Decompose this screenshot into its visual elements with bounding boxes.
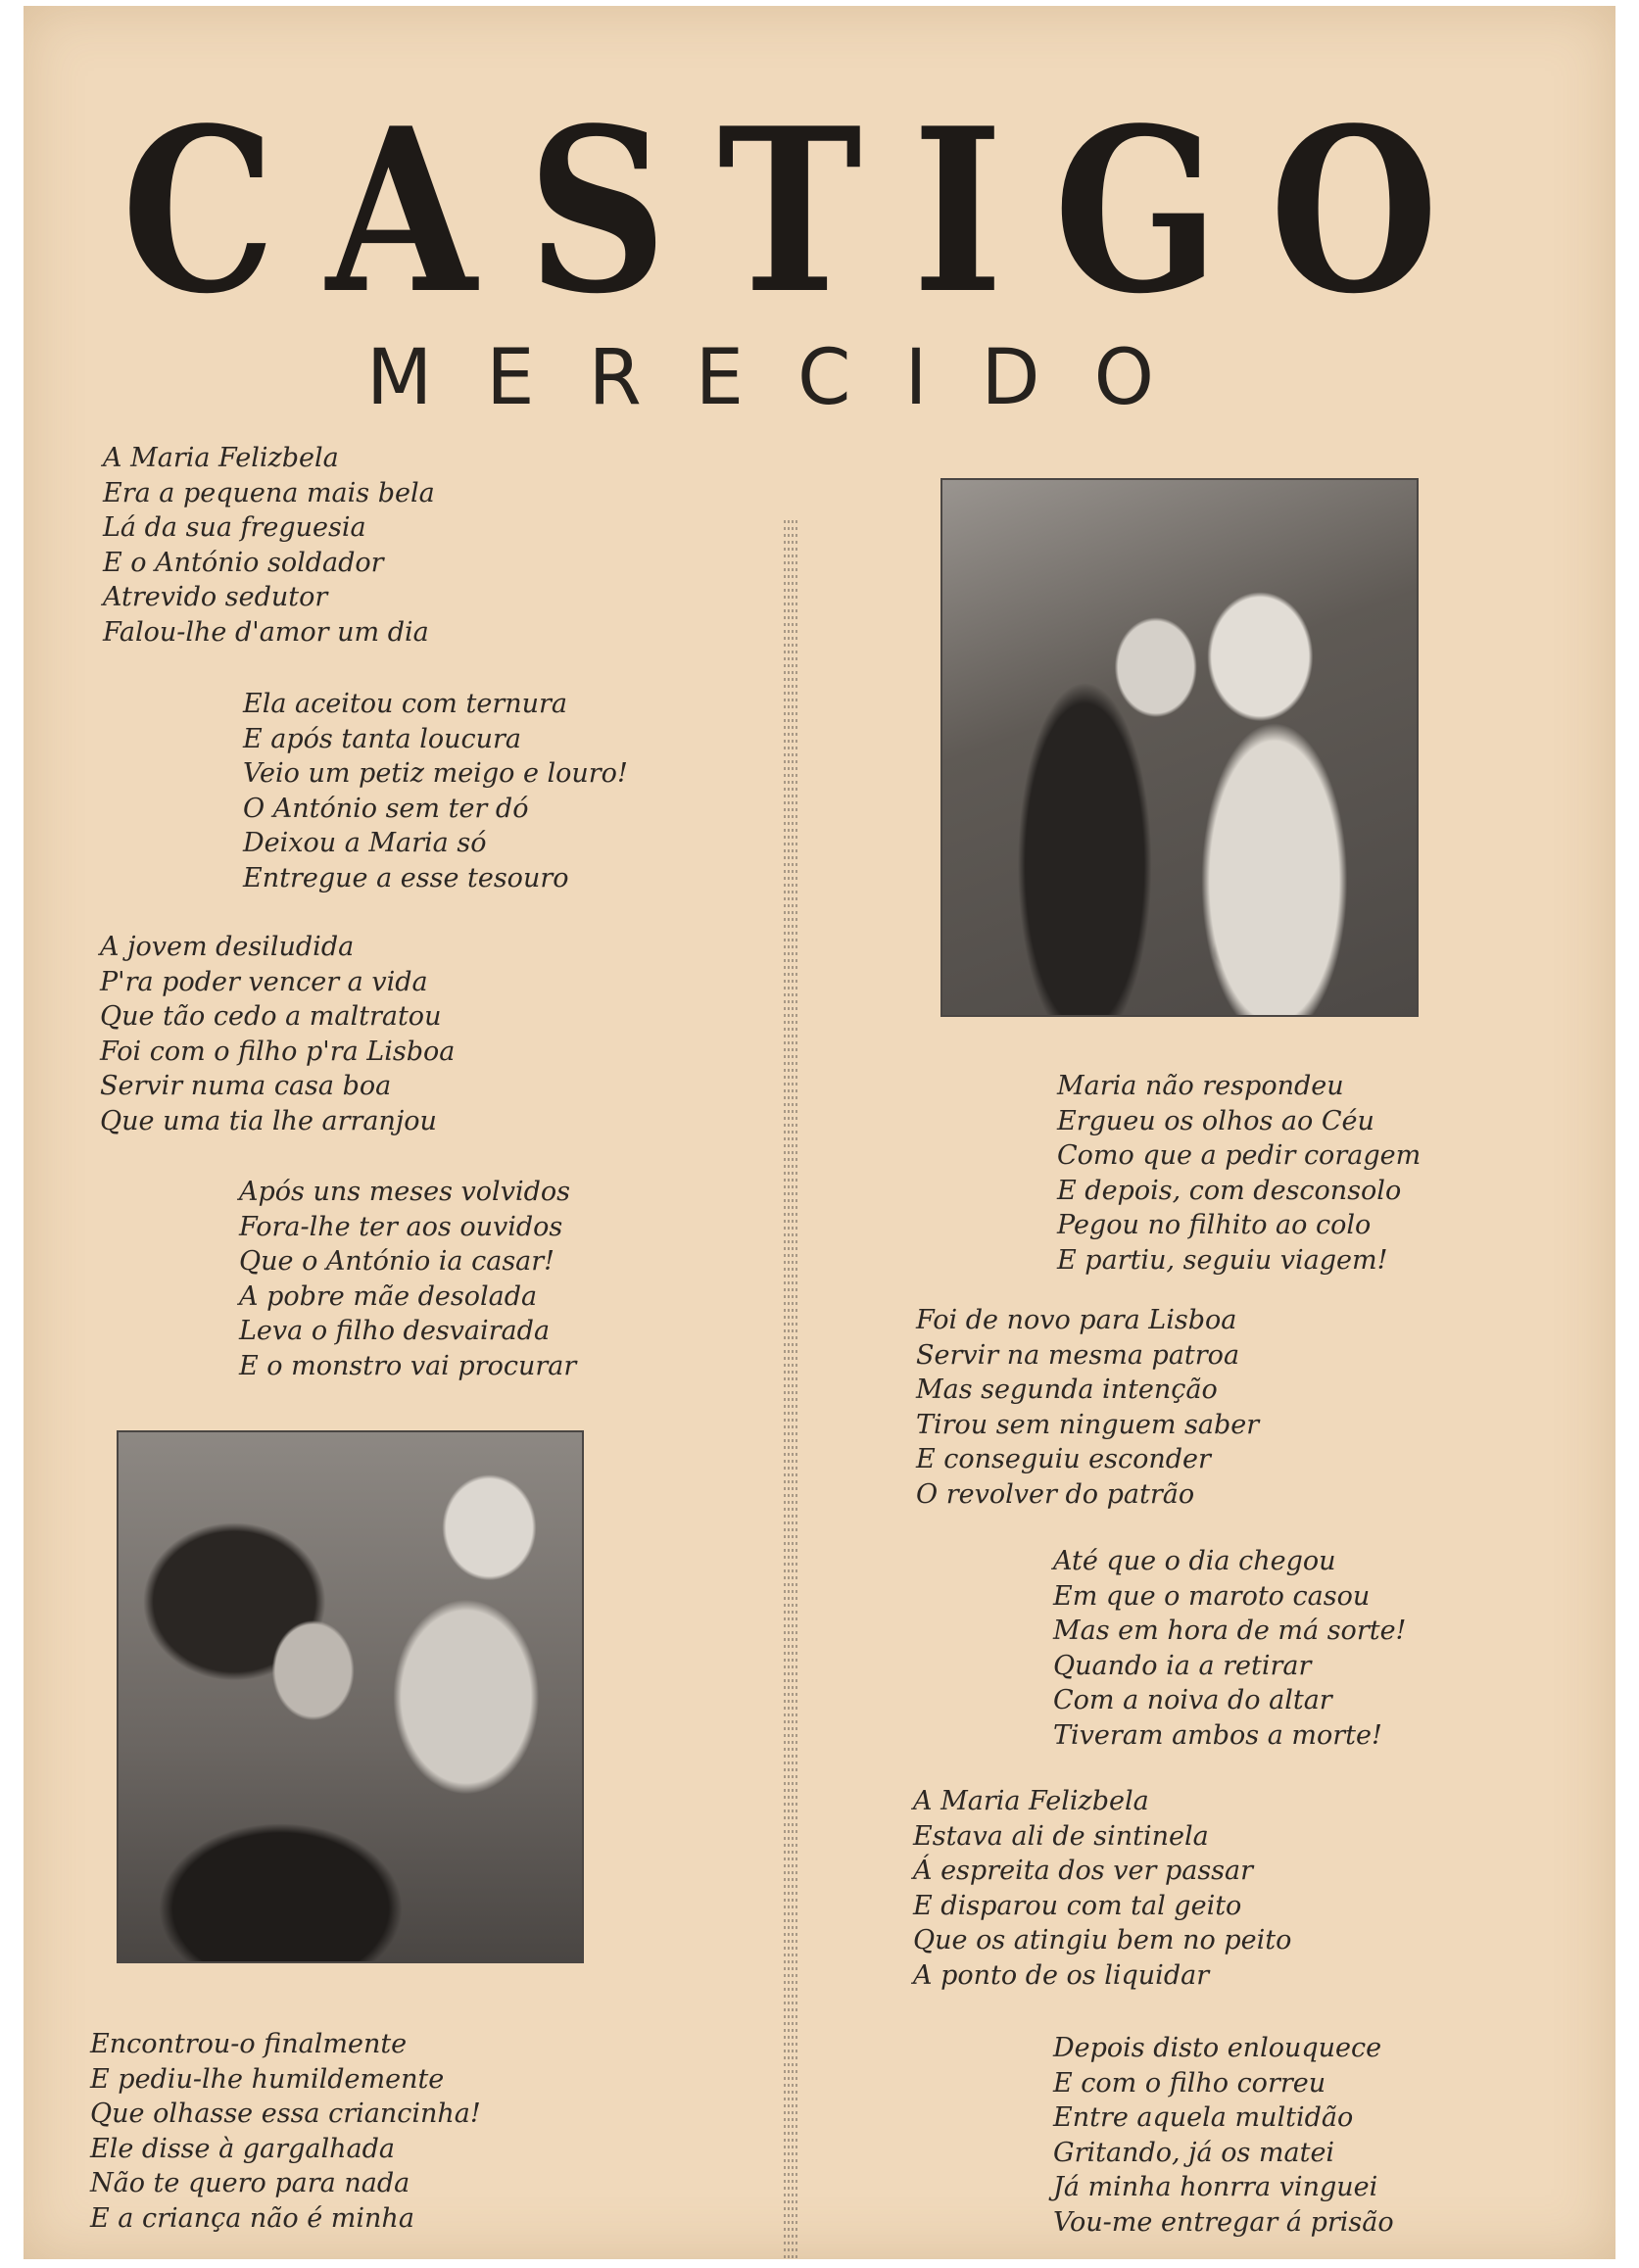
verse-line: Estava ali de sintinela — [913, 1820, 1209, 1852]
stanza-right-3 — [1053, 1544, 1406, 1753]
verse-line: Falou-lhe d'amor um dia — [103, 616, 429, 648]
verse-line: P'ra poder vencer a vida — [100, 966, 428, 997]
verse-line: A jovem desiludida — [100, 932, 355, 962]
verse-line: Deixou a Maria só — [243, 828, 487, 858]
verse-line: A ponto de os liquidar — [913, 1959, 1210, 1991]
verse-line: Até que o dia chegou — [1053, 1546, 1336, 1576]
verse-line: E disparou com tal geito — [913, 1890, 1242, 1921]
verse-line: E o António soldador — [103, 547, 384, 578]
verse-line: Entregue a esse tesouro — [243, 862, 569, 893]
verse-line: Servir na mesma patroa — [916, 1339, 1240, 1371]
verse-line: Fora-lhe ter aos ouvidos — [239, 1211, 563, 1242]
verse-line: Que uma tia lhe arranjou — [100, 1105, 437, 1136]
stanza-left-3 — [100, 930, 455, 1138]
verse-line: Foi de novo para Lisboa — [916, 1305, 1237, 1335]
verse-line: A Maria Felizbela — [103, 443, 339, 473]
verse-line: Veio um petiz meigo e louro! — [243, 758, 628, 789]
stanza-right-2 — [916, 1303, 1259, 1512]
verse-line: Após uns meses volvidos — [239, 1177, 570, 1207]
verse-line: Mas em hora de má sorte! — [1053, 1616, 1407, 1646]
stanza-left-1 — [103, 441, 435, 650]
verse-line: Entre aquela multidão — [1053, 2102, 1354, 2133]
verse-line: Que o António ia casar! — [239, 1246, 555, 1277]
verse-line: Mas segunda intenção — [916, 1375, 1218, 1405]
verse-line: Vou-me entregar á prisão — [1053, 2206, 1394, 2238]
verse-line: E partiu, seguiu viagem! — [1057, 1244, 1388, 1276]
stanza-right-4 — [913, 1784, 1291, 1993]
verse-line: E a criança não é minha — [90, 2202, 414, 2234]
verse-line: Tiveram ambos a morte! — [1053, 1719, 1382, 1751]
verse-line: O revolver do patrão — [916, 1478, 1195, 1510]
song-sheet — [24, 6, 1615, 2259]
stanza-left-4 — [239, 1175, 576, 1383]
verse-line: Atrevido sedutor — [103, 582, 328, 612]
verse-line: E após tanta loucura — [243, 723, 522, 754]
verse-line: Ergueu os olhos ao Céu — [1057, 1105, 1374, 1136]
verse-line: E pediu-lhe humildemente — [90, 2063, 445, 2095]
wedding-couple-photo — [942, 480, 1417, 1015]
title-castigo: CASTIGO — [121, 79, 1489, 344]
stanza-left-2 — [243, 687, 628, 895]
verse-line: Gritando, já os matei — [1053, 2137, 1335, 2168]
verse-line: Que tão cedo a maltratou — [100, 1001, 442, 1032]
verse-line: Leva o filho desvairada — [239, 1316, 551, 1346]
verse-line: Servir numa casa boa — [100, 1071, 392, 1101]
verse-line: Ele disse à gargalhada — [90, 2133, 395, 2164]
verse-line: Era a pequena mais bela — [103, 477, 435, 508]
mother-and-child-photo — [119, 1432, 582, 1961]
verse-line: Pegou no filhito ao colo — [1057, 1210, 1372, 1240]
verse-line: Foi com o filho p'ra Lisboa — [100, 1036, 456, 1067]
verse-line: Não te quero para nada — [90, 2168, 410, 2198]
stanza-left-5 — [90, 2027, 481, 2236]
verse-line: A Maria Felizbela — [913, 1786, 1149, 1816]
verse-line: O António sem ter dó — [243, 793, 529, 824]
verse-line: Em que o maroto casou — [1053, 1580, 1371, 1612]
verse-line: E com o filho correu — [1053, 2067, 1326, 2099]
verse-line: Quando ia a retirar — [1053, 1650, 1312, 1681]
verse-line: A pobre mãe desolada — [239, 1280, 538, 1312]
stanza-right-5 — [1053, 2031, 1394, 2240]
verse-line: E o monstro vai procurar — [239, 1350, 577, 1381]
verse-line: Maria não respondeu — [1057, 1071, 1344, 1101]
verse-line: Tirou sem ninguem saber — [916, 1409, 1260, 1440]
verse-line: Á espreita dos ver passar — [913, 1856, 1254, 1886]
verse-line: Com a noiva do altar — [1053, 1685, 1332, 1715]
stanza-right-1 — [1057, 1069, 1421, 1278]
verse-line: E conseguiu esconder — [916, 1444, 1211, 1474]
verse-line: Que os atingiu bem no peito — [913, 1925, 1292, 1955]
verse-line: Depois disto enlouquece — [1053, 2033, 1382, 2063]
verse-line: Que olhasse essa criancinha! — [90, 2099, 481, 2129]
verse-line: Ela aceitou com ternura — [243, 689, 568, 719]
verse-line: Como que a pedir coragem — [1057, 1140, 1422, 1171]
verse-line: Encontrou-o finalmente — [90, 2029, 408, 2059]
column-divider — [784, 520, 797, 2259]
verse-line: E depois, com desconsolo — [1057, 1175, 1402, 1206]
verse-line: Lá da sua freguesia — [103, 512, 366, 543]
subtitle-merecido: MERECIDO — [366, 334, 1208, 422]
verse-line: Já minha honrra vinguei — [1053, 2172, 1378, 2202]
